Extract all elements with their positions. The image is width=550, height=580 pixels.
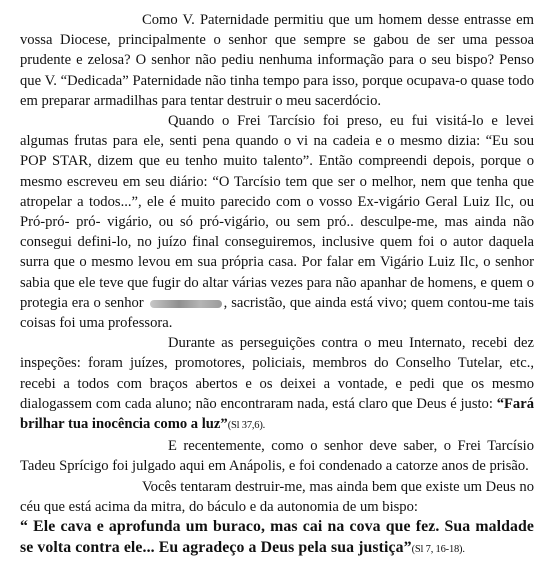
- psalm-quote: “Fará brilhar tua inocência como a luz”: [20, 395, 534, 433]
- paragraph-3: [20, 333, 534, 436]
- paragraph-5: Vocês tentaram destruir-me, mas ainda bem que existe um Deus no céu que está acima da mitra, do báculo e da autonomia de um bispo:: [20, 478, 534, 515]
- closing-reference: (Sl 7, 16-18).: [411, 543, 465, 555]
- redacted-name: [150, 300, 222, 308]
- closing-quote: [20, 517, 534, 560]
- psalm-reference: (Sl 37,6).: [227, 420, 266, 432]
- letter-page: [20, 10, 534, 560]
- paragraph-4: E recentemente, como o senhor deve saber, o Frei Tarcísio Tadeu Sprícigo foi julgado aqui em Anápolis, e foi condenado a catorze anos de prisão.: [20, 438, 534, 475]
- closing-quote-text: “ Ele cava e aprofunda um buraco, mas cai na cova que fez. Sua maldade se volta contra ele... Eu agradeço a Deus pela sua justiça”: [20, 518, 534, 556]
- paragraph-3-text: Durante as perseguições contra o meu Internato, recebi dez inspeções: foram juízes, promotores, policiais, membros do Conselho Tutelar, etc., recebi a todos com braços abertos e os deixei a vontade, e pedi que os mesmo dialogassem com cada aluno; não encontraram nada, está claro que Deus é justo:: [20, 335, 534, 412]
- paragraph-2-text-a: Quando o Frei Tarcísio foi preso, eu fui visitá-lo e levei algumas frutas para ele, senti pena quando o vi na cadeia e o mesmo dizia: “Eu sou POP STAR, dizem que eu tenho muito talento”. Então compreendi depois, porque o mesmo escreveu em seu diário: “O Tarcísio tem que ser o melhor, nem que tenha que atropelar a todos...”, ele é muito parecido com o vosso Ex-vigário Geral Luiz Ilc, ou Pró-pró- pró- vigário, ou só pró-vigário, ou sem pró.. desculpe-me, mas ainda não consegui defini-lo, no juízo final conseguiremos, inclusive quem foi o autor daquela surra que o mesmo levou em sua própria casa. Por falar em Vigário Luiz Ilc, o senhor sabia que ele teve que fugir do altar várias vezes para não apanhar de homens, e quem o protegia era o senhor: [20, 113, 534, 311]
- paragraph-1: Como V. Paternidade permitiu que um homem desse entrasse em vossa Diocese, principalmente o senhor que sempre se gabou de ser uma pessoa prudente e zelosa? O senhor não pediu nenhuma informação para o seu bispo? Penso que V. “Dedicada” Paternidade não tinha tempo para isso, porque ocupava-o quase todo em preparar armadilhas para tentar destruir o meu sacerdócio.: [20, 12, 534, 109]
- paragraph-2: [20, 111, 534, 333]
- paragraph-2-text-b: , sacristão, que ainda está vivo; quem contou-me tais coisas foi uma professora.: [20, 294, 534, 332]
